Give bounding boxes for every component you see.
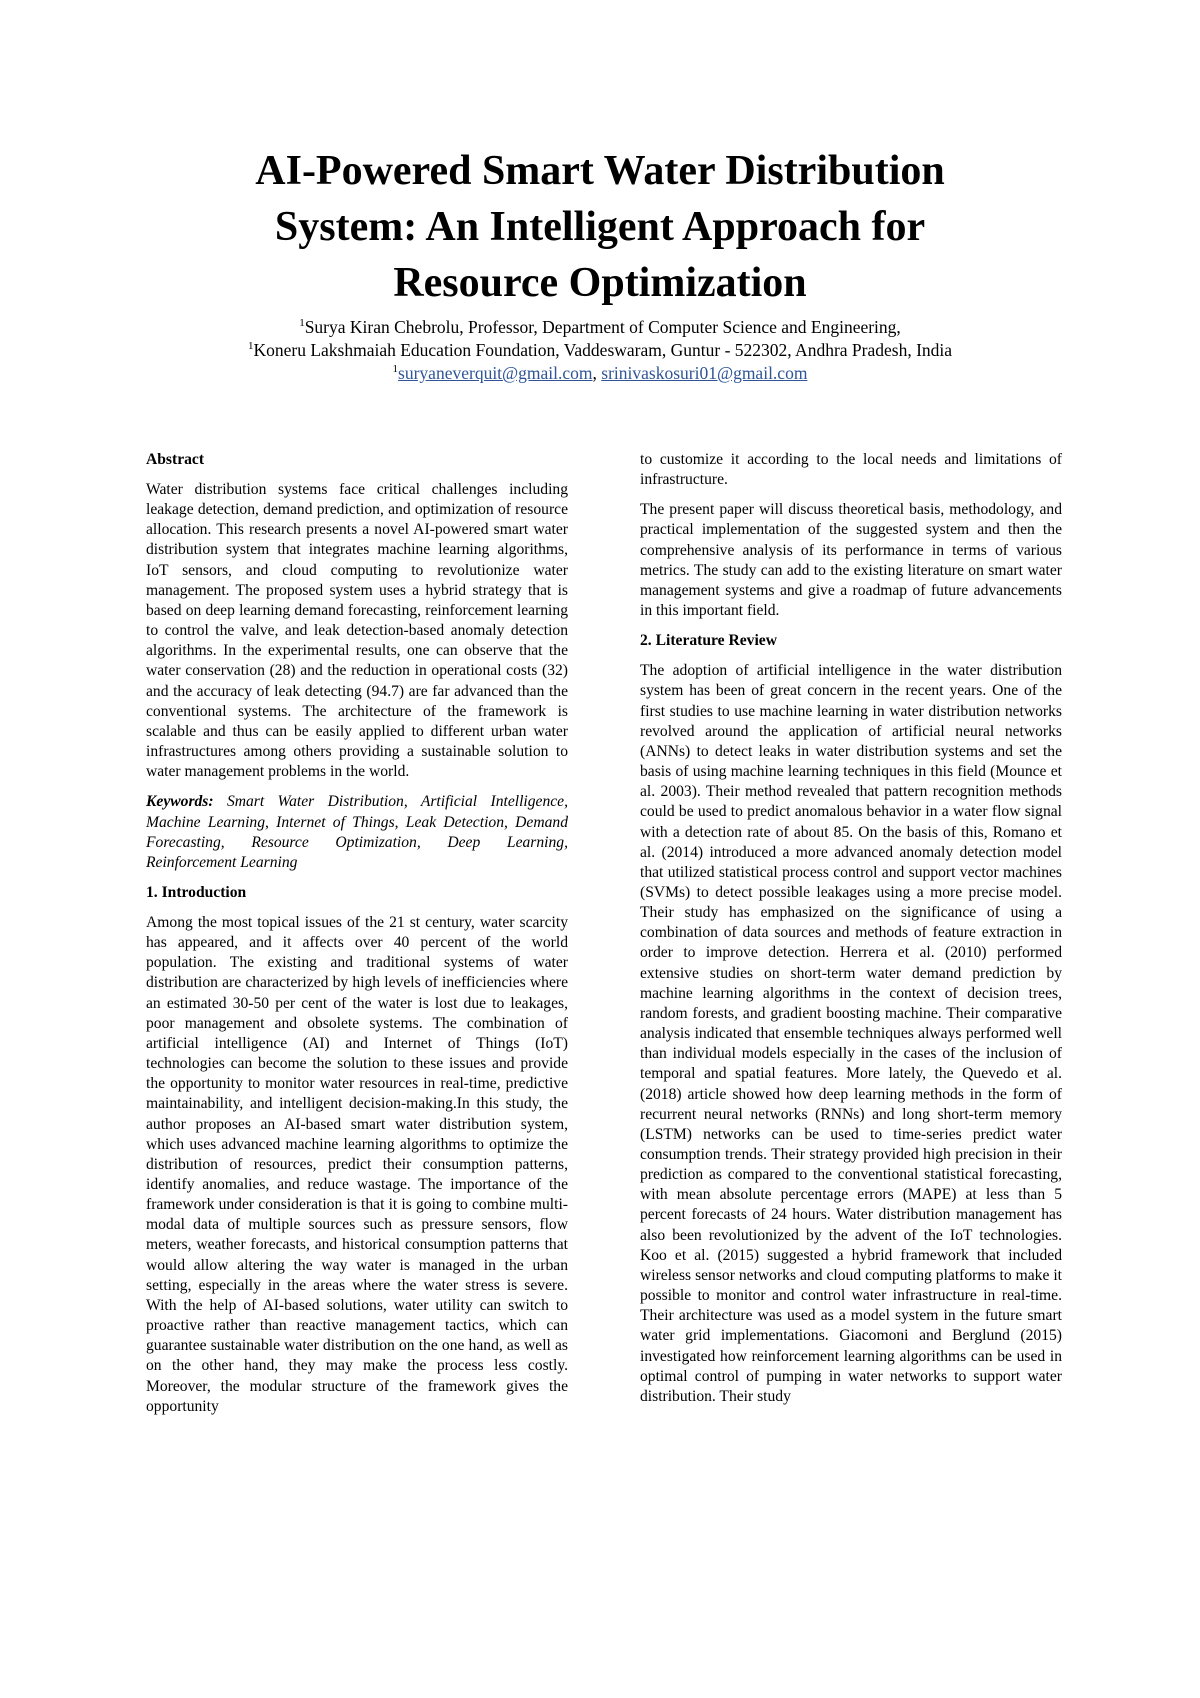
title-line: Resource Optimization [393, 260, 807, 306]
title-line: AI-Powered Smart Water Distribution [255, 148, 945, 194]
author-affiliation [100, 316, 1100, 385]
keywords-paragraph [146, 792, 568, 873]
introduction-continued: to customize it according to the local needs and limitations of infrastructure. [640, 451, 1062, 489]
affiliation-line-2 [100, 339, 1100, 362]
email-link-1[interactable]: suryaneverquit@gmail.com [398, 363, 593, 383]
affiliation-marker: 1 [299, 317, 305, 330]
affiliation-marker: 1 [392, 363, 399, 376]
keywords-text: Smart Water Distribution, Artificial Intelligence, Machine Learning, Internet of Things, Leak Detection, Demand Forecasting, Resource Optimization, Deep Learning, Reinforcement Learning [146, 793, 568, 871]
institution-line: Koneru Lakshmaiah Education Foundation, Vaddeswaram, Guntur - 522302, Andhra Pradesh, India [253, 340, 953, 360]
literature-heading: 2. Literature Review [640, 632, 777, 650]
paper-title [100, 143, 1100, 311]
introduction-text: Among the most topical issues of the 21 st century, water scarcity has appeared, and it affects over 40 percent of the world population. The existing and traditional systems of water distribution are characterized by high levels of inefficiencies where an estimated 30-50 per cent of the water is lost due to leakages, poor management and obsolete systems. The combination of artificial intelligence (AI) and Internet of Things (IoT) technologies can become the solution to these issues and provide the opportunity to monitor water resources in real-time, predictive maintainability, and intelligent decision-making.In this study, the author proposes an AI-based smart water distribution system, which uses advanced machine learning algorithms to optimize the distribution of resources, predict their consumption patterns, identify anomalies, and reduce wastage. The importance of the framework under consideration is that it is going to combine multi-modal data of multiple sources such as pressure sensors, flow meters, weather forecasts, and historical consumption patterns that would allow altering the way water is managed in the urban setting, especially in the areas where the water stress is severe. With the help of AI-based solutions, water utility can switch to proactive rather than reactive management tactics, which can guarantee sustainable water distribution on the one hand, as well as on the other hand, they may make the process less costly. Moreover, the modular structure of the framework gives the opportunity [146, 913, 568, 1415]
author-line: Surya Kiran Chebrolu, Professor, Department of Computer Science and Engineering, [304, 317, 901, 337]
right-column [640, 450, 1062, 1417]
introduction-heading: 1. Introduction [146, 883, 247, 901]
affiliation-line-3 [100, 362, 1100, 385]
email-separator: , [592, 363, 602, 383]
affiliation-marker: 1 [247, 340, 254, 353]
abstract-text: Water distribution systems face critical challenges including leakage detection, demand prediction, and optimization of resource allocation. This research presents a novel AI-powered smart water distribution system that integrates machine learning algorithms, IoT sensors, and cloud computing to revolutionize water management. The proposed system uses a hybrid strategy that is based on deep learning demand forecasting, reinforcement learning to control the valve, and leak detection-based anomaly detection algorithms. In the experimental results, one can observe that the water conservation (28) and the reduction in operational costs (32) and the accuracy of leak detecting (94.7) are far advanced than the conventional systems. The architecture of the framework is scalable and thus can be easily applied to different urban water infrastructures among others providing a sustainable solution to water management problems in the world. [146, 481, 568, 781]
affiliation-line-1 [100, 316, 1100, 339]
email-link-2[interactable]: srinivaskosuri01@gmail.com [601, 363, 808, 383]
left-column [146, 450, 568, 1427]
literature-text: The adoption of artificial intelligence in the water distribution system has been of great concern in the recent years. One of the first studies to use machine learning in water distribution networks revolved around the application of artificial neural networks (ANNs) to detect leaks in water distribution systems and set the basis of using machine learning techniques in this field (Mounce et al. 2003). Their method revealed that pattern recognition methods could be used to predict anomalous behavior in a water flow signal with a detection rate of about 85. On the basis of this, Romano et al. (2014) introduced a more advanced anomaly detection model that utilized statistical process control and support vector machines (SVMs) to detect possible leakages using a more precise model. Their study has emphasized on the significance of using a combination of data sources and methods of feature extraction in order to improve detection. Herrera et al. (2010) performed extensive studies on short-term water demand prediction by machine learning algorithms in the context of decision trees, random forests, and gradient boosting machine. Their comparative analysis indicated that ensemble techniques always performed well than individual models especially in the cases of the inclusion of temporal and spatial features. More lately, the Quevedo et al. (2018) article showed how deep learning methods in the form of recurrent neural networks (RNNs) and long short-term memory (LSTM) networks can be used to time-series predict water consumption trends. Their strategy provided high precision in their prediction as compared to the conventional statistical forecasting, with mean absolute percentage errors (MAPE) at less than 5 percent forecasts of 24 hours. Water distribution management has also been revolutionized by the advent of the IoT technologies. Koo et al. (2015) suggested a hybrid framework that included wireless sensor networks and cloud computing platforms to make it possible to monitor and control water infrastructure in real-time. Their architecture was used as a model system in the future smart water grid implementations. Giacomoni and Berglund (2015) investigated how reinforcement learning algorithms can be used in optimal control of pumping in water networks to support water distribution. Their study [640, 662, 1062, 1405]
abstract-heading: Abstract [146, 451, 205, 468]
title-line: System: An Intelligent Approach for [274, 204, 926, 250]
keywords-label: Keywords: [146, 793, 214, 811]
introduction-paragraph-2: The present paper will discuss theoretical basis, methodology, and practical implementation of the suggested system and then the comprehensive analysis of its performance in terms of various metrics. The study can add to the existing literature on smart water management systems and give a roadmap of future advancements in this important field. [640, 501, 1062, 620]
